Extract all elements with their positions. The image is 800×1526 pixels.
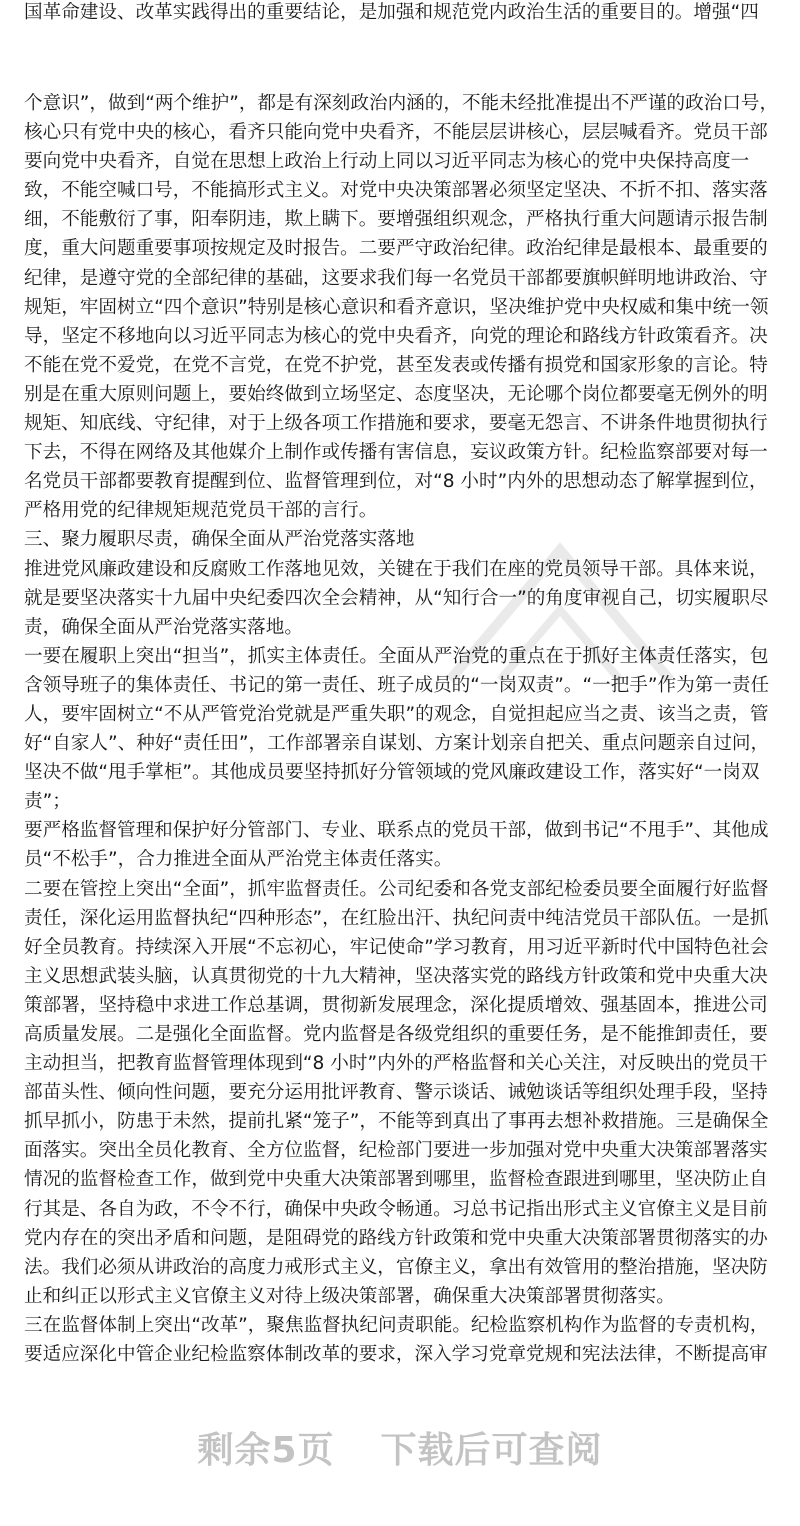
text-line: 细，不能敷衍了事，阳奉阴违，欺上瞒下。要增强组织观念，严格执行重大问题请示报告制 xyxy=(24,209,768,231)
text-line: 导，坚定不移地向以习近平同志为核心的党中央看齐，向党的理论和路线方针政策看齐。决 xyxy=(24,325,768,347)
text-line: 规矩，牢固树立“四个意识”特别是核心意识和看齐意识，坚决维护党中央权威和集中统一领 xyxy=(24,296,769,318)
document-body xyxy=(24,89,784,1369)
text-line: 责”； xyxy=(24,791,71,813)
text-line: 主动担当，把教育监督管理体现到“8 小时”内外的严格监督和关心关注，对反映出的党员干 xyxy=(24,1053,768,1075)
text-line: 法。我们必须从讲政治的高度力戒形式主义，官僚主义，拿出有效管用的整治措施，坚决防 xyxy=(24,1256,768,1278)
text-line: 好“自家人”、种好“责任田”，工作部署亲自谋划、方案计划亲自把关、重点问题亲自过问， xyxy=(24,733,770,755)
text-line: 高质量发展。二是强化全面监督。党内监督是各级党组织的重要任务，是不能推卸责任，要 xyxy=(24,1024,768,1045)
download-to-view-label: 下载后可查阅 xyxy=(380,1430,603,1471)
text-line: 好全员教育。持续深入开展“不忘初心，牢记使命”学习教育，用习近平新时代中国特色社会 xyxy=(24,936,769,958)
text-line: 坚决不做“甩手掌柜”。其他成员要坚持抓好分管领域的党风廉政建设工作，落实好“一岗双 xyxy=(24,762,760,784)
text-line: 策部署，坚持稳中求进工作总基调，贯彻新发展理念，深化提质增效、强基固本，推进公司 xyxy=(24,994,768,1016)
text-line: 三、聚力履职尽责，确保全面从严治党落实落地 xyxy=(24,529,415,551)
text-line: 主义思想武装头脑，认真贯彻党的十九大精神，坚决落实党的路线方针政策和党中央重大决 xyxy=(24,965,768,987)
text-line: 度，重大问题重要事项按规定及时报告。二要严守政治纪律。政治纪律是最根本、最重要的 xyxy=(24,238,768,260)
top-cut-text xyxy=(24,0,780,22)
text-line: 人，要牢固树立“不从严管党治党就是严重失职”的观念，自觉担起应当之责、该当之责，管 xyxy=(24,703,769,725)
text-line: 部苗头性、倾向性问题，要充分运用批评教育、警示谈话、诫勉谈话等组织处理手段，坚持 xyxy=(24,1082,768,1104)
text-line: 一要在履职上突出“担当”，抓实主体责任。全面从严治党的重点在于抓好主体责任落实，包 xyxy=(24,645,769,667)
text-line: 不能在党不爱党，在党不言党，在党不护党，甚至发表或传播有损党和国家形象的言论。特 xyxy=(24,354,768,376)
text-line: 严格用党的纪律规矩规范党员干部的言行。 xyxy=(24,500,378,522)
text-line: 国革命建设、改革实践得出的重要结论，是加强和规范党内政治生活的重要目的。增强“四 xyxy=(24,2,759,22)
text-line: 要向党中央看齐，自觉在思想上政治上行动上同以习近平同志为核心的党中央保持高度一 xyxy=(24,151,750,173)
text-line: 三在监督体制上突出“改革”，聚焦监督执纪问责职能。纪检监察机构作为监督的专责机构， xyxy=(24,1314,769,1336)
text-line: 名党员干部都要教育提醒到位、监督管理到位，对“8 小时”内外的思想动态了解掌握到位， xyxy=(24,471,768,493)
text-line: 行其是、各自为政，不令不行，确保中央政令畅通。习总书记指出形式主义官僚主义是目前 xyxy=(24,1198,768,1220)
text-line: 下去，不得在网络及其他媒介上制作或传播有害信息，妄议政策方针。纪检监察部要对每一 xyxy=(24,442,768,464)
text-line: 致，不能空喊口号，不能搞形式主义。对党中央决策部署必须坚定坚决、不折不扣、落实落 xyxy=(24,180,768,202)
text-line: 党内存在的突出矛盾和问题，是阻碍党的路线方针政策和党中央重大决策部署贯彻落实的办 xyxy=(24,1227,768,1249)
text-line: 要适应深化中管企业纪检监察体制改革的要求，深入学习党章党规和宪法法律，不断提高审 xyxy=(24,1344,768,1366)
remaining-pages-label: 剩余5页 xyxy=(197,1430,335,1471)
text-line: 核心只有党中央的核心，看齐只能向党中央看齐，不能层层讲核心，层层喊看齐。党员干部 xyxy=(24,122,768,144)
text-line: 止和纠正以形式主义官僚主义对待上级决策部署，确保重大决策部署贯彻落实。 xyxy=(24,1285,675,1307)
text-line: 员“不松手”，合力推进全面从严治党主体责任落实。 xyxy=(24,849,453,871)
text-line: 面落实。突出全员化教育、全方位监督，纪检部门要进一步加强对党中央重大决策部署落实 xyxy=(24,1140,768,1162)
text-line: 规矩、知底线、守纪律，对于上级各项工作措施和要求，要毫无怨言、不讲条件地贯彻执行 xyxy=(24,413,768,435)
text-line: 抓早抓小，防患于未然，提前扎紧“笼子”，不能等到真出了事再去想补救措施。三是确保全 xyxy=(24,1111,769,1133)
text-line: 纪律，是遵守党的全部纪律的基础，这要求我们每一名党员干部都要旗帜鲜明地讲政治、守 xyxy=(24,267,768,289)
text-line: 责任，深化运用监督执纪“四种形态”，在红脸出汗、执纪问责中纯洁党员干部队伍。一是抓 xyxy=(24,907,769,929)
text-line: 含领导班子的集体责任、书记的第一责任、班子成员的“一岗双责”。“一把手”作为第一责任 xyxy=(24,674,770,696)
download-prompt[interactable] xyxy=(0,1422,800,1482)
text-line: 二要在管控上突出“全面”，抓牢监督责任。公司纪委和各党支部纪检委员要全面履行好监督 xyxy=(24,878,769,900)
text-line: 个意识”，做到“两个维护”，都是有深刻政治内涵的，不能未经批准提出不严谨的政治口号， xyxy=(24,93,779,114)
text-line: 推进党风廉政建设和反腐败工作落地见效，关键在于我们在座的党员领导干部。具体来说， xyxy=(24,558,768,580)
text-line: 要严格监督管理和保护好分管部门、专业、联系点的党员干部，做到书记“不甩手”、其他成 xyxy=(24,820,769,842)
text-line: 就是要坚决落实十九届中央纪委四次全会精神，从“知行合一”的角度审视自己，切实履职尽 xyxy=(24,587,769,609)
text-line: 别是在重大原则问题上，要始终做到立场坚定、态度坚决，无论哪个岗位都要毫无例外的明 xyxy=(24,383,768,405)
text-line: 责，确保全面从严治党落实落地。 xyxy=(24,616,303,638)
text-line: 情况的监督检查工作，做到党中央重大决策部署到哪里，监督检查跟进到哪里，坚决防止自 xyxy=(24,1169,768,1191)
